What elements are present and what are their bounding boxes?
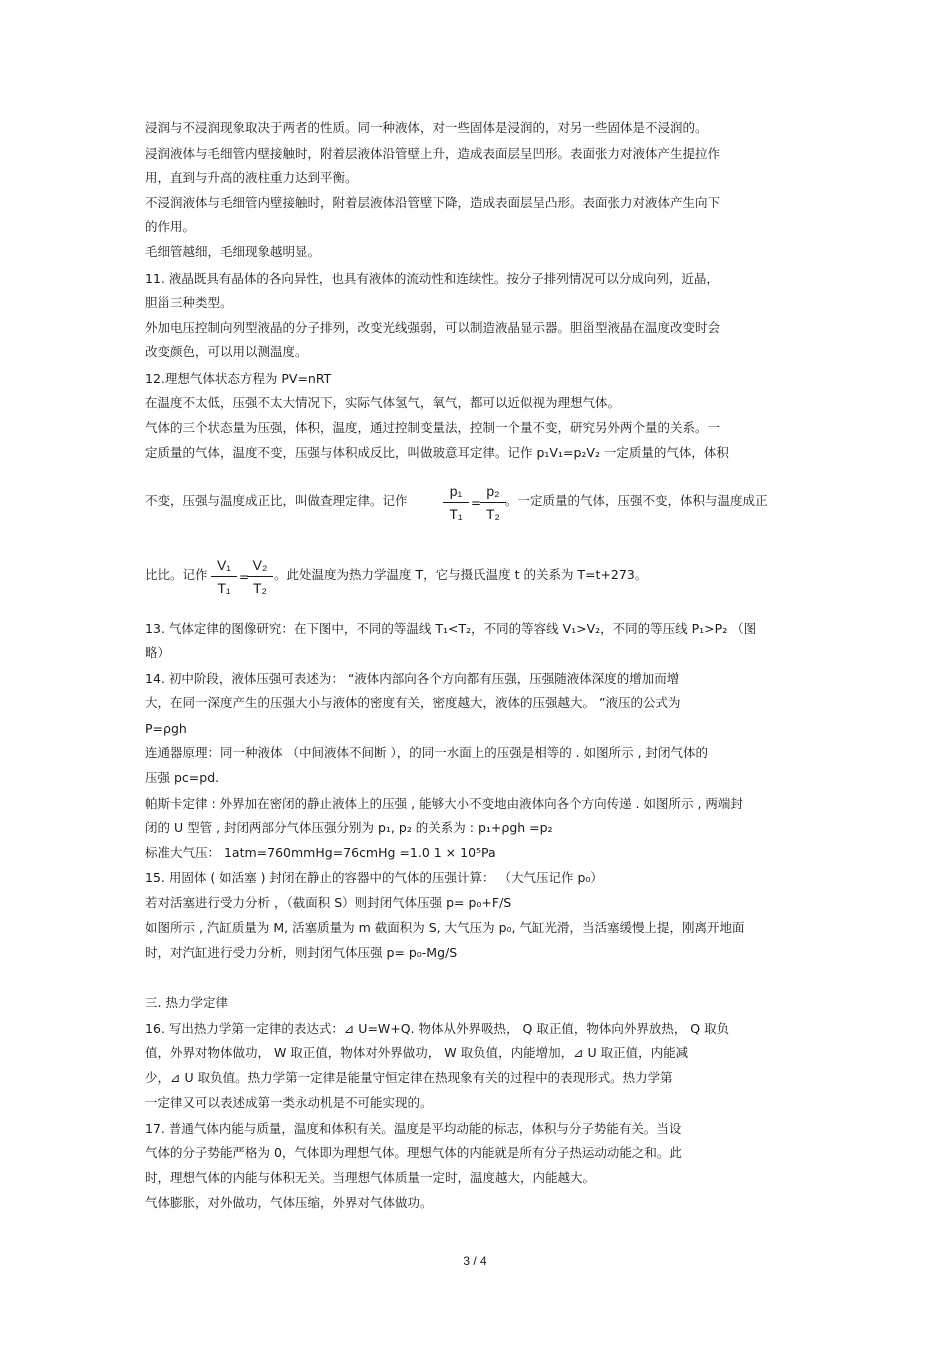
text-line: 毛细管越细，毛细现象越明显。 <box>145 244 321 259</box>
text-line: 15. 用固体 ( 如活塞 ) 封闭在静止的容器中的气体的压强计算： （大气压记作 p₀） <box>145 870 603 885</box>
text-line: 胆甾三种类型。 <box>145 295 233 310</box>
text-line: 压强 pc=pd. <box>145 770 220 785</box>
fraction-p1-t1 <box>443 481 469 524</box>
fraction-p2-t2 <box>480 481 506 524</box>
text-line: 浸润液体与毛细管内壁接触时，附着层液体沿管壁上升，造成表面层呈凹形。表面张力对液体产生提拉作 <box>145 146 721 161</box>
text-line: 若对活塞进行受力分析 ，（截面积 S）则封闭气体压强 p= p₀+F/S <box>145 895 512 910</box>
text-line: 时，理想气体的内能与体积无关。当理想气体质量一定时，温度越大，内能越大。 <box>145 1170 596 1185</box>
page-number: 3 / 4 <box>463 1254 487 1268</box>
text-line: 大，在同一深度产生的压强大小与液体的密度有关，密度越大，液体的压强越大。 ”液压的公式为 <box>145 695 681 710</box>
numerator: p₂ <box>486 483 500 499</box>
text-line: 14. 初中阶段，液体压强可表述为： “液体内部向各个方向都有压强，压强随液体深度的增加而增 <box>145 671 680 686</box>
fraction-v2-t2 <box>247 555 273 598</box>
numerator: V₁ <box>216 557 232 573</box>
denominator: T₂ <box>486 506 500 522</box>
fraction-bar <box>480 502 506 503</box>
text-line: 。此处温度为热力学温度 T，它与摄氏温度 t 的关系为 T=t+273。 <box>274 567 648 582</box>
text-line: 外加电压控制向列型液晶的分子排列，改变光线强弱，可以制造液晶显示器。胆甾型液晶在温度改变时会 <box>145 320 721 335</box>
text-line: P=ρgh <box>145 721 187 736</box>
text-line: 少，⊿ U 取负值。热力学第一定律是能量守恒定律在热现象有关的过程中的表现形式。热力学第 <box>145 1070 673 1085</box>
denominator: T₁ <box>217 580 231 596</box>
text-line: 帕斯卡定律 : 外界加在密闭的静止液体上的压强 , 能够大小不变地由液体向各个方向传递 . 如图所示 , 两端封 <box>145 796 743 811</box>
text-line: 17. 普通气体内能与质量，温度和体积有关。温度是平均动能的标志，体积与分子势能有关。当设 <box>145 1121 682 1136</box>
text-line: 12.理想气体状态方程为 PV=nRT <box>145 371 332 386</box>
text-line: 用，直到与升高的液柱重力达到平衡。 <box>145 170 358 185</box>
text-line: 时，对汽缸进行受力分析，则封闭气体压强 p= p₀-Mg/S <box>145 945 458 960</box>
fraction-bar <box>443 502 469 503</box>
text-line: 略） <box>145 645 171 660</box>
equals-sign: = <box>471 496 482 510</box>
text-line: 16. 写出热力学第一定律的表达式：⊿ U=W+Q. 物体从外界吸热， Q 取正值，物体向外界放热， Q 取负 <box>145 1021 730 1036</box>
text-line: 11. 液晶既具有晶体的各向异性，也具有液体的流动性和连续性。按分子排列情况可以分成向列，近晶， <box>145 271 719 286</box>
fraction-bar <box>211 576 237 577</box>
fraction-v1-t1 <box>211 555 237 598</box>
text-line: 浸润与不浸润现象取决于两者的性质。同一种液体，对一些固体是浸润的，对另一些固体是不浸润的。 <box>145 120 708 135</box>
text-line: 在温度不太低，压强不太大情况下，实际气体氢气，氧气，都可以近似视为理想气体。 <box>145 395 621 410</box>
text-line: 连通器原理：同一种液体 （中间液体不间断 ），的同一水面上的压强是相等的 . 如图所示 , 封闭气体的 <box>145 745 709 760</box>
text-line: 气体的分子势能严格为 0，气体即为理想气体。理想气体的内能就是所有分子热运动动能之和。此 <box>145 1145 682 1160</box>
text-line: 如图所示 , 汽缸质量为 M, 活塞质量为 m 截面积为 S, 大气压为 p₀, 气缸光滑，当活塞缓慢上提，刚离开地面 <box>145 920 745 935</box>
text-line: 气体膨胀，对外做功，气体压缩，外界对气体做功。 <box>145 1195 433 1210</box>
fraction-bar <box>247 576 273 577</box>
text-line: 不变，压强与温度成正比，叫做查理定律。记作 <box>145 493 408 508</box>
text-line: 13. 气体定律的图像研究：在下图中，不同的等温线 T₁<T₂，不同的等容线 V₁>V₂，不同的等压线 P₁>P₂ （图 <box>145 621 757 636</box>
denominator: T₁ <box>449 506 463 522</box>
text-line: 一定律又可以表述成第一类永动机是不可能实现的。 <box>145 1095 433 1110</box>
text-line: 的作用。 <box>145 219 196 234</box>
text-line: 不浸润液体与毛细管内壁接触时，附着层液体沿管壁下降，造成表面层呈凸形。表面张力对液体产生向下 <box>145 195 721 210</box>
text-line: 定质量的气体，温度不变，压强与体积成反比，叫做玻意耳定律。记作 p₁V₁=p₂V₂ 一定质量的气体，体积 <box>145 445 729 460</box>
text-line: 标准大气压： 1atm=760mmHg=76cmHg =1.0 1 × 10⁵Pa <box>145 845 496 860</box>
numerator: p₁ <box>449 483 463 499</box>
text-line: 。一定质量的气体，压强不变，体积与温度成正 <box>505 493 768 508</box>
text-line: 值，外界对物体做功， W 取正值，物体对外界做功， W 取负值，内能增加，⊿ U 取正值，内能减 <box>145 1045 689 1060</box>
text-line: 改变颜色，可以用以测温度。 <box>145 344 308 359</box>
denominator: T₂ <box>253 580 267 596</box>
equals-sign: = <box>239 570 250 584</box>
section-heading: 三. 热力学定律 <box>145 995 228 1010</box>
text-line: 比比。记作 <box>145 567 208 582</box>
numerator: V₂ <box>252 557 268 573</box>
text-line: 气体的三个状态量为压强，体积，温度，通过控制变量法，控制一个量不变，研究另外两个量的关系。一 <box>145 420 721 435</box>
text-line: 闭的 U 型管 , 封闭两部分气体压强分别为 p₁, p₂ 的关系为 : p₁+ρgh =p₂ <box>145 820 553 835</box>
